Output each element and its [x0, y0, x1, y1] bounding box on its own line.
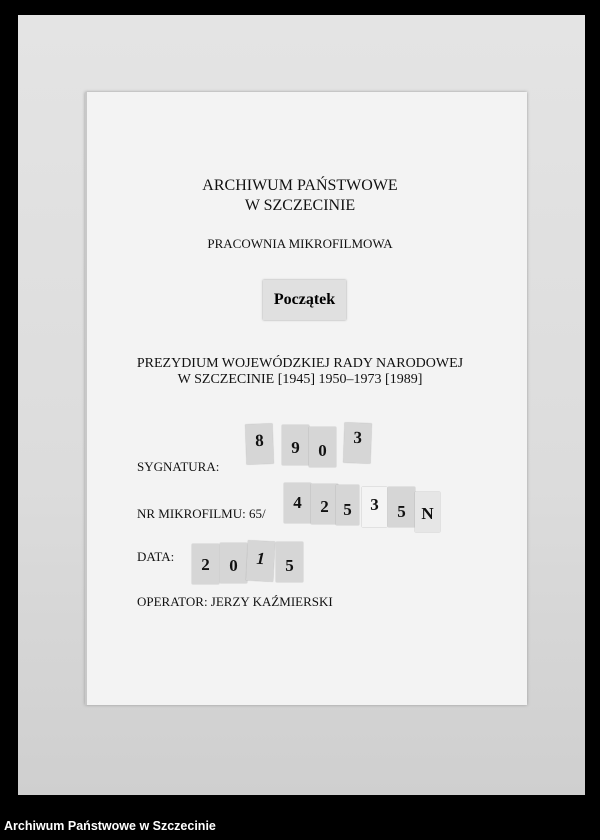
mikrofilm-label: NR MIKROFILMU: 65/ [137, 506, 266, 521]
footer-credit: Archiwum Państwowe w Szczecinie [4, 819, 216, 833]
fonds-title-line1: PREZYDIUM WOJEWÓDZKIEJ RADY NARODOWEJ [136, 356, 464, 371]
data-digit: 1 [246, 540, 275, 581]
data-digit: 2 [192, 544, 219, 584]
mikrofilm-digit: N [415, 492, 440, 532]
sygnatura-digit: 8 [245, 424, 273, 465]
mikrofilm-digit: 3 [362, 487, 387, 527]
data-digit: 5 [276, 542, 303, 582]
sygnatura-digit: 0 [309, 427, 336, 467]
archive-city: W SZCZECINIE [244, 197, 356, 214]
mikrofilm-digit: 5 [388, 487, 415, 527]
mikrofilm-digit: 2 [311, 484, 338, 524]
data-digit: 0 [220, 543, 247, 583]
sygnatura-digit: 9 [282, 425, 309, 465]
start-label: Początek [263, 280, 346, 320]
operator: OPERATOR: JERZY KAŹMIERSKI [137, 594, 333, 609]
sygnatura-label: SYGNATURA: [137, 459, 220, 474]
archive-name: ARCHIWUM PAŃSTWOWE [202, 177, 398, 194]
mikrofilm-digit: 5 [336, 485, 359, 525]
fonds-title-line2: W SZCZECINIE [1945] 1950–1973 [1989] [177, 372, 423, 387]
sygnatura-digit: 3 [343, 423, 371, 464]
department: PRACOWNIA MIKROFILMOWA [207, 236, 393, 251]
mikrofilm-digit: 4 [284, 483, 311, 523]
data-label: DATA: [137, 549, 175, 564]
